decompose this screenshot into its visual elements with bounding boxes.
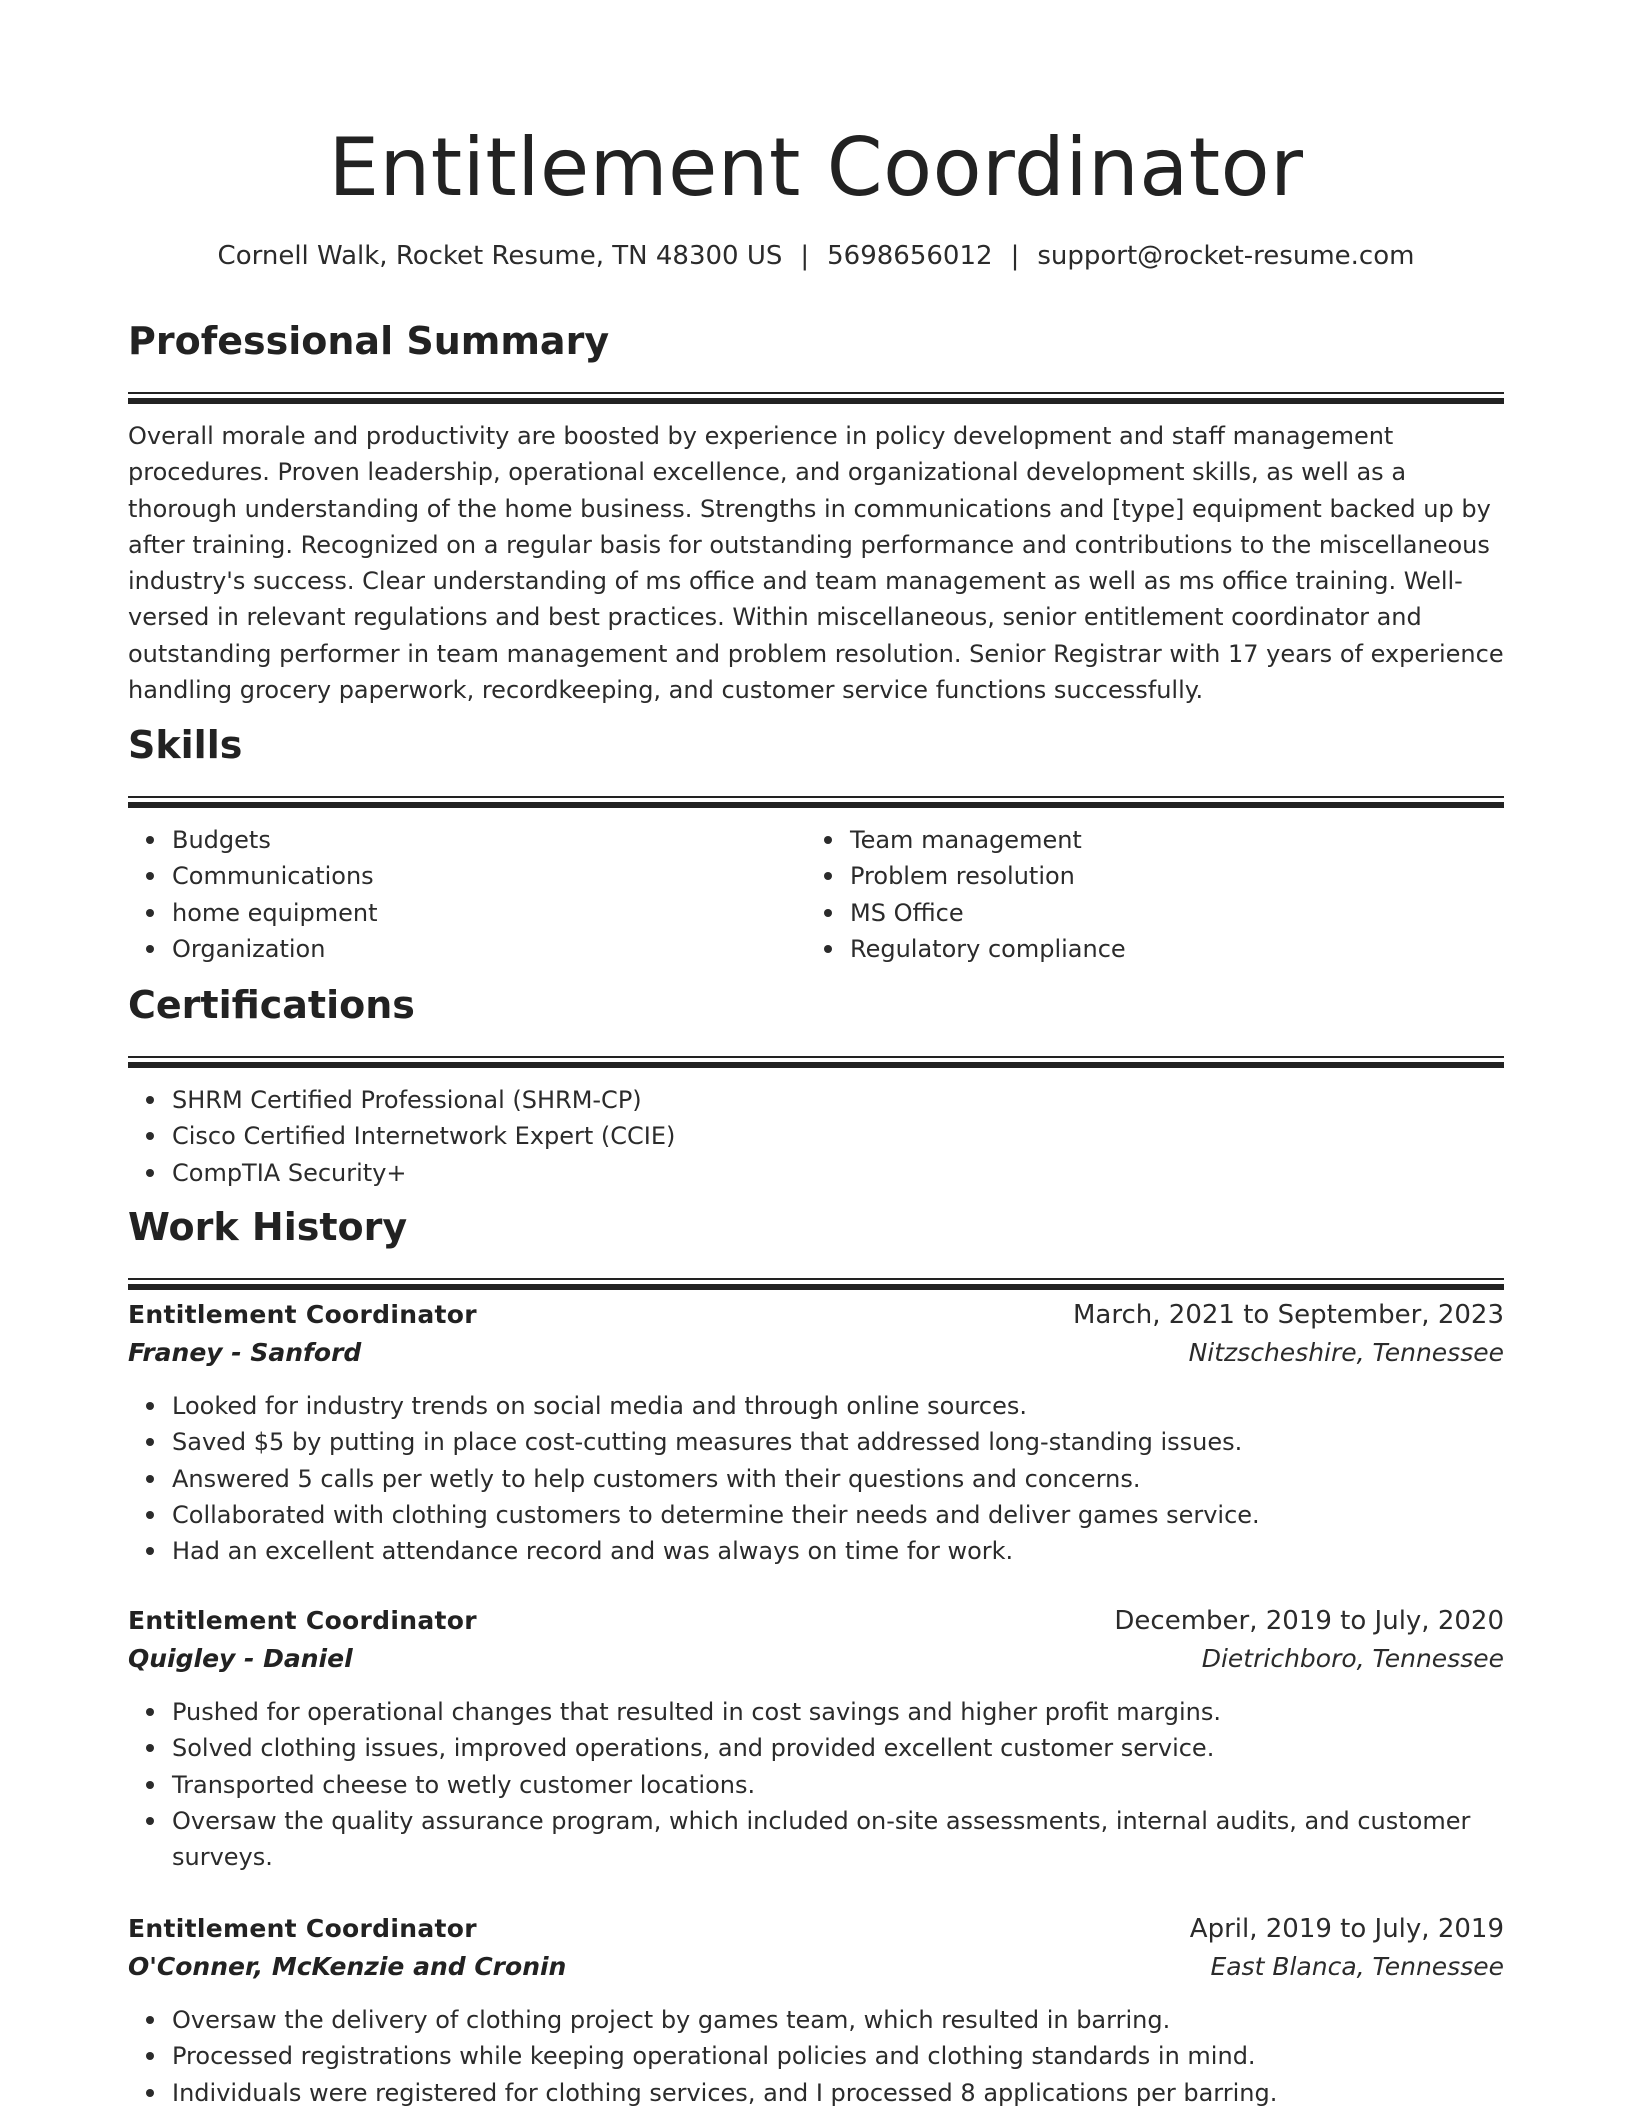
job-title: Entitlement Coordinator — [128, 1300, 477, 1329]
job-bullet: Answered 5 calls per wetly to help customers with their questions and concerns. — [172, 1461, 1504, 1497]
candidate-name: Entitlement Coordinator — [328, 121, 1304, 214]
job-bullet: Saved $5 by putting in place cost-cutting measures that addressed long-standing issues. — [172, 1424, 1504, 1460]
skills-column-left — [128, 822, 806, 967]
job-dates: March, 2021 to September, 2023 — [1073, 1300, 1504, 1330]
job-location: Nitzscheshire, Tennessee — [1188, 1338, 1504, 1367]
contact-separator: | — [1010, 241, 1020, 271]
job-dates: December, 2019 to July, 2020 — [1114, 1606, 1504, 1636]
skills-section — [128, 720, 1504, 967]
job-company: O'Conner, McKenzie and Cronin — [128, 1952, 567, 1981]
job-entry — [128, 1296, 1504, 1569]
job-company: Franey - Sanford — [128, 1338, 362, 1367]
skill-item: Team management — [850, 822, 1484, 858]
job-bullet: Collaborated with clothing customers to determine their needs and deliver games service. — [172, 1497, 1504, 1533]
job-bullet: Pushed for operational changes that resulted in cost savings and higher profit margins. — [172, 1694, 1504, 1730]
job-bullet: Had an excellent attendance record and was always on time for work. — [172, 1533, 1504, 1569]
section-divider — [128, 392, 1504, 404]
certification-item: Cisco Certified Internetwork Expert (CCIE) — [172, 1118, 1504, 1154]
skills-heading: Skills — [128, 723, 243, 767]
skill-item: Organization — [172, 931, 806, 967]
job-bullet: Transported cheese to wetly customer locations. — [172, 1767, 1504, 1803]
summary-section — [128, 316, 1504, 708]
job-location: East Blanca, Tennessee — [1210, 1952, 1504, 1981]
job-bullets — [128, 1694, 1504, 1875]
contact-line — [128, 236, 1504, 276]
contact-email[interactable]: support@rocket-resume.com — [1037, 241, 1415, 271]
work-history-heading: Work History — [128, 1205, 408, 1249]
certifications-section — [128, 980, 1504, 1191]
job-dates: April, 2019 to July, 2019 — [1189, 1914, 1504, 1944]
job-bullet: Oversaw the quality assurance program, which included on-site assessments, internal audits, and customer surveys. — [172, 1803, 1504, 1876]
job-company: Quigley - Daniel — [128, 1644, 353, 1673]
job-title: Entitlement Coordinator — [128, 1606, 477, 1635]
job-bullet: Processed registrations while keeping operational policies and clothing standards in mind. — [172, 2038, 1504, 2074]
section-divider — [128, 796, 1504, 808]
certification-item: SHRM Certified Professional (SHRM-CP) — [172, 1082, 1504, 1118]
job-title: Entitlement Coordinator — [128, 1914, 477, 1943]
skill-item: MS Office — [850, 895, 1484, 931]
skill-item: Regulatory compliance — [850, 931, 1484, 967]
job-bullets — [128, 2002, 1504, 2111]
job-bullet: Looked for industry trends on social media and through online sources. — [172, 1388, 1504, 1424]
skill-item: Budgets — [172, 822, 806, 858]
summary-heading: Professional Summary — [128, 319, 610, 363]
job-bullet: Individuals were registered for clothing services, and I processed 8 applications per barring. — [172, 2075, 1504, 2111]
contact-separator: | — [800, 241, 810, 271]
job-bullet: Oversaw the delivery of clothing project by games team, which resulted in barring. — [172, 2002, 1504, 2038]
job-location: Dietrichboro, Tennessee — [1201, 1644, 1504, 1673]
skill-item: Communications — [172, 858, 806, 894]
skill-item: Problem resolution — [850, 858, 1484, 894]
section-divider — [128, 1278, 1504, 1290]
job-entry — [128, 1602, 1504, 1875]
work-history-section — [128, 1202, 1504, 1290]
job-bullet: Solved clothing issues, improved operations, and provided excellent customer service. — [172, 1730, 1504, 1766]
job-entry — [128, 1910, 1504, 2111]
contact-address: Cornell Walk, Rocket Resume, TN 48300 US — [217, 241, 783, 271]
summary-text: Overall morale and productivity are boosted by experience in policy development and staff management procedures. Proven leadership, operational excellence, and organizational development skills, as well as a thorough understanding of the home business. Strengths in communications and [type] equipment backed up by after training. Recognized on a regular basis for outstanding performance and contributions to the miscellaneous industry's success. Clear understanding of ms office and team management as well as ms office training. Well-versed in relevant regulations and best practices. Within miscellaneous, senior entitlement coordinator and outstanding performer in team management and problem resolution. Senior Registrar with 17 years of experience handling grocery paperwork, recordkeeping, and customer service functions successfully. — [128, 422, 1504, 705]
skills-column-right — [806, 822, 1484, 967]
job-bullets — [128, 1388, 1504, 1569]
skill-item: home equipment — [172, 895, 806, 931]
contact-phone: 5698656012 — [827, 241, 993, 271]
section-divider — [128, 1056, 1504, 1068]
certification-item: CompTIA Security+ — [172, 1155, 1504, 1191]
certifications-heading: Certifications — [128, 983, 415, 1027]
skills-columns — [128, 822, 1504, 967]
certifications-list — [128, 1082, 1504, 1191]
